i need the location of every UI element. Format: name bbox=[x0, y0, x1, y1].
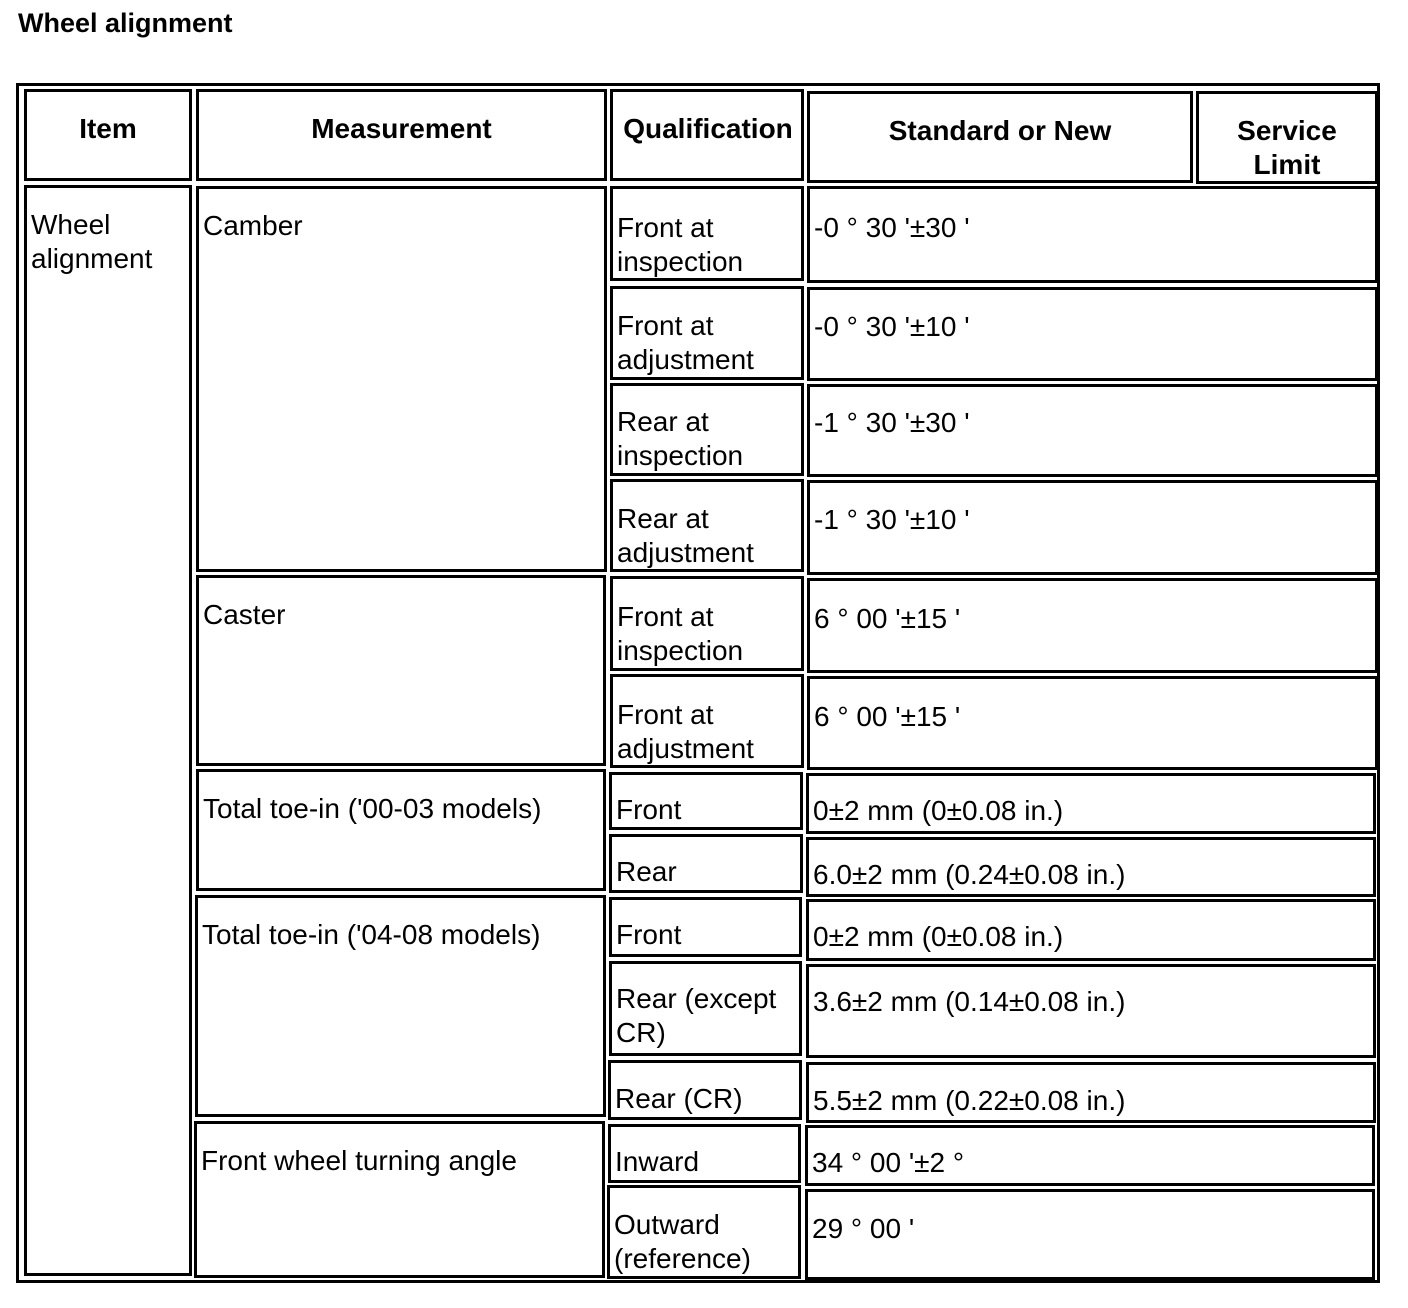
qualification-cell: Rear at inspection bbox=[610, 383, 804, 476]
standard-cell: 6 ° 00 '±15 ' bbox=[807, 578, 1378, 673]
measurement-cell: Front wheel turning angle bbox=[194, 1121, 605, 1278]
standard-cell: -1 ° 30 '±30 ' bbox=[807, 384, 1378, 477]
page-title: Wheel alignment bbox=[18, 8, 233, 38]
measurement-cell: Total toe-in ('00-03 models) bbox=[196, 769, 606, 891]
qualification-cell: Front bbox=[609, 772, 803, 830]
standard-cell: 5.5±2 mm (0.22±0.08 in.) bbox=[806, 1062, 1376, 1123]
qualification-cell: Front at inspection bbox=[610, 186, 804, 281]
qualification-cell: Rear (CR) bbox=[608, 1060, 802, 1120]
measurement-cell: Camber bbox=[196, 186, 607, 572]
header-measurement: Measurement bbox=[196, 89, 607, 181]
header-item: Item bbox=[24, 89, 192, 181]
standard-cell: 34 ° 00 '±2 ° bbox=[805, 1125, 1375, 1186]
standard-cell: 6.0±2 mm (0.24±0.08 in.) bbox=[806, 837, 1376, 897]
qualification-cell: Rear at adjustment bbox=[610, 479, 804, 572]
standard-cell: -0 ° 30 '±30 ' bbox=[807, 186, 1378, 283]
qualification-cell: Outward (reference) bbox=[607, 1185, 801, 1279]
standard-cell: 3.6±2 mm (0.14±0.08 in.) bbox=[806, 964, 1376, 1058]
measurement-cell: Caster bbox=[196, 575, 606, 766]
header-standard: Standard or New bbox=[807, 91, 1193, 183]
standard-cell: 0±2 mm (0±0.08 in.) bbox=[806, 899, 1376, 961]
standard-cell: 6 ° 00 '±15 ' bbox=[807, 676, 1378, 770]
qualification-cell: Front bbox=[609, 897, 802, 957]
header-service-limit: Service Limit bbox=[1196, 91, 1378, 184]
standard-cell: 0±2 mm (0±0.08 in.) bbox=[806, 773, 1376, 834]
qualification-cell: Inward bbox=[608, 1124, 801, 1183]
standard-cell: -1 ° 30 '±10 ' bbox=[807, 480, 1378, 575]
qualification-cell: Front at adjustment bbox=[610, 674, 804, 768]
qualification-cell: Front at adjustment bbox=[610, 286, 804, 380]
measurement-cell: Total toe-in ('04-08 models) bbox=[195, 895, 606, 1117]
standard-cell: 29 ° 00 ' bbox=[805, 1189, 1375, 1280]
qualification-cell: Rear (except CR) bbox=[609, 961, 802, 1056]
item-cell: Wheel alignment bbox=[24, 185, 192, 1276]
standard-cell: -0 ° 30 '±10 ' bbox=[807, 287, 1378, 381]
qualification-cell: Front at inspection bbox=[610, 576, 804, 671]
header-qualification: Qualification bbox=[610, 89, 804, 181]
qualification-cell: Rear bbox=[609, 834, 803, 893]
